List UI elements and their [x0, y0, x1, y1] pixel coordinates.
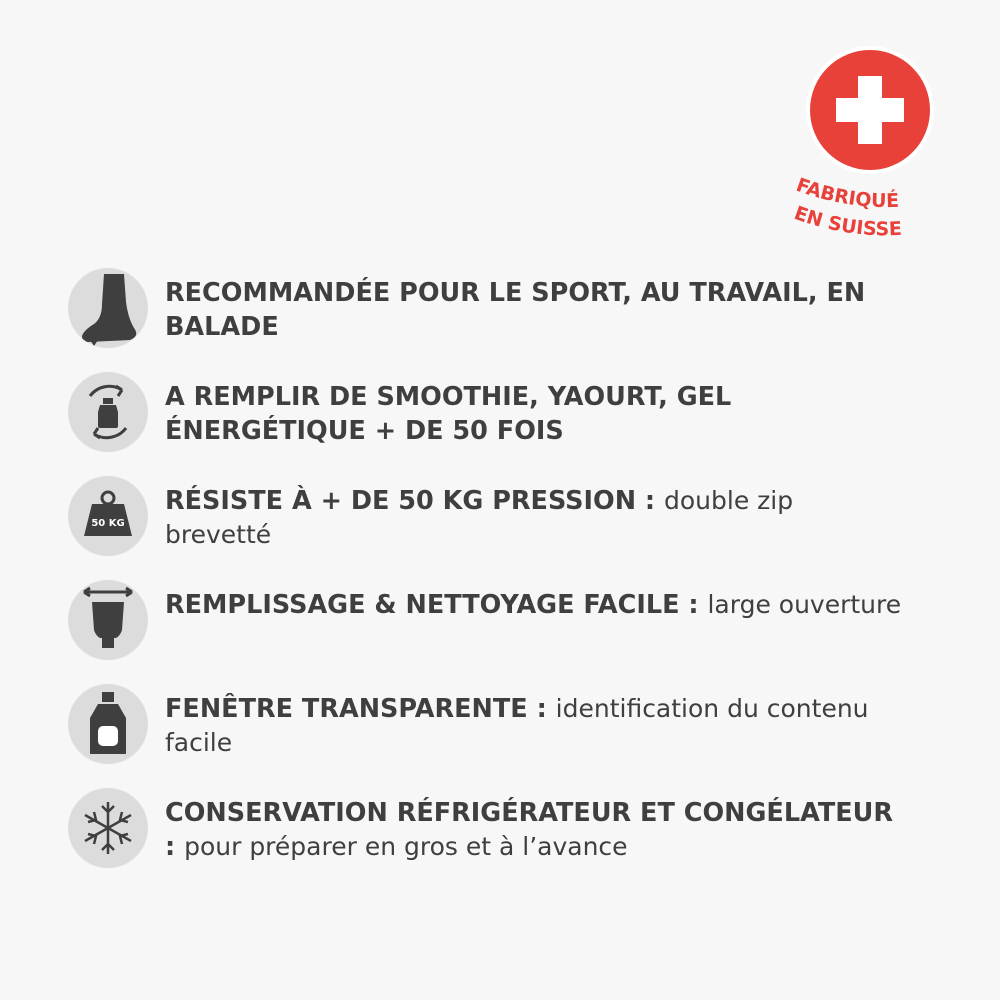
- made-in-switzerland-badge: [785, 40, 955, 250]
- wide-opening-pouch-icon: [68, 580, 148, 660]
- badge-line-2: EN SUISSE: [791, 202, 903, 241]
- feature-detail: large ouverture: [707, 590, 902, 619]
- feature-title: FENÊTRE TRANSPARENTE :: [165, 694, 556, 724]
- feature-item: [68, 580, 948, 680]
- weight-label: 50 KG: [91, 518, 125, 529]
- refill-cycle-icon: [68, 372, 148, 452]
- badge-line-1: FABRIQUÉ: [793, 174, 900, 213]
- feature-title: REMPLISSAGE & NETTOYAGE FACILE :: [165, 590, 708, 620]
- feature-item: [68, 372, 948, 472]
- feature-detail: double zip brevetté: [165, 486, 794, 549]
- feature-item: [68, 684, 948, 784]
- feature-title: A REMPLIR DE SMOOTHIE, YAOURT, GEL ÉNERGÉTIQUE + DE 50 FOIS: [165, 382, 732, 446]
- transparent-window-pouch-icon: [68, 684, 148, 764]
- feature-title: CONSERVATION RÉFRIGÉRATEUR ET CONGÉLATEUR :: [165, 798, 893, 862]
- feature-title: RECOMMANDÉE POUR LE SPORT, AU TRAVAIL, EN BALADE: [165, 278, 866, 342]
- snowflake-icon: [68, 788, 148, 868]
- feature-detail: pour préparer en gros et à l’avance: [184, 832, 628, 861]
- feature-detail: identification du contenu facile: [165, 694, 869, 757]
- feature-item: [68, 268, 948, 368]
- feature-title: RÉSISTE À + DE 50 KG PRESSION :: [165, 486, 665, 516]
- feature-item: [68, 788, 948, 888]
- foot-icon: [68, 268, 148, 348]
- feature-item: [68, 476, 948, 576]
- weight-icon: [68, 476, 148, 556]
